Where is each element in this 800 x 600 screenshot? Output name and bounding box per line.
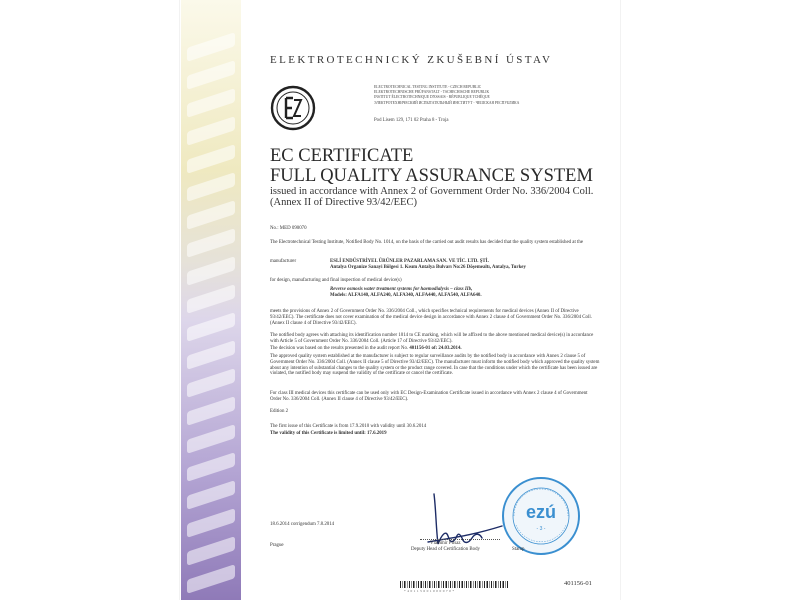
intro-paragraph: The Electrotechnical Testing Institute, Notified Body No. 1014, on the basis of the carried out audit results has decided that the quality system established at the [270,240,584,245]
first-issue-line: The first issue of this Certificate is from 17.9.2010 with validity until 30.6.2014 [270,424,427,429]
certificate-reference-number: 401156-01 [564,580,592,587]
signer-name: Vladimír Filsaz [430,541,461,546]
stamp-logo-text: ezú [525,502,557,522]
official-stamp [498,473,584,559]
institute-name-de: ELEKTROTECHNISCHE PRÜFANSTALT - TSCHECHISCHE REPUBLIK [374,90,490,95]
edition-label: Edition 2 [270,409,289,414]
barcode-text: * 4 0 1 1 5 6 0 1 0 0 0 0 7 0 * [404,589,455,593]
paragraph-notified-body: The notified body agrees with attaching its identification number 1014 to CE marking, which will be affixed to the above mentioned medical device(s) in accordance with Article 5 of Government Order No. 336/2004 Coll. (Article 17 of Directive 93/42/EEC). [270,333,594,344]
paragraph-decision [270,346,600,352]
institute-names [374,85,594,106]
certificate-number: No.: MED 090070 [270,226,307,231]
certificate-legal-basis [270,186,600,208]
device-description: Reverse osmosis water treatment systems for haemodialysis – class IIb, [330,287,473,292]
security-strip [181,0,241,600]
institute-name-fr: INSTITUT ÉLECTROTECHNIQUE D'ESSAIS - RÉPUBLIQUE TCHÈQUE [374,95,490,100]
certificate-title: EC CERTIFICATE [270,146,414,166]
manufacturer-address: Antalya Organize Sanayi Bölgesi 1. Kısım Antalya Bulvarı No:26 Döşemealtı, Antalya, Turkey [330,265,526,270]
issue-place: Prague [270,543,284,548]
scope-line: for design, manufacturing and final inspection of medical device(s) [270,278,402,283]
stamp-number: - 3 - [536,526,546,532]
institute-name-en: ELECTROTECHNICAL TESTING INSTITUTE - CZECH REPUBLIC [374,85,482,89]
paragraph-meets-provisions: meets the provisions of Annex 2 of Government Order No. 336/2004 Coll., which specifies technical requirements for medical devices (Annex II of Directive 93/42/EEC). The certificate does not cover examination of the medical device design in accordance with Annex 2 clause 4 of Government Order No. 336/2004 Coll. (Annex II clause 4 of Directive 93/42/EEC). [270,309,592,326]
issue-date: 18.6.2014 corrigendum 7.8.2014 [270,522,335,527]
legal-basis-line: issued in accordance with Annex 2 of Government Order No. 336/2004 Coll. [270,186,594,197]
decision-text: The decision was based on the results presented in the audit report No. [270,346,409,351]
directive-line: (Annex II of Directive 93/42/EEC) [270,197,417,208]
institute-name: ELEKTROTECHNICKÝ ZKUŠEBNÍ ÚSTAV [270,54,553,66]
stamp-label: Stamp [512,547,525,552]
device-models: Models: ALFA140, ALFA240, ALFA340, ALFA440, ALFA540, ALFA640. [330,293,482,298]
audit-report-number: 401156-01 of: 24.03.2014. [409,346,462,351]
ezu-logo [269,84,317,132]
signer-title: Deputy Head of Certification Body [411,547,480,552]
barcode [400,581,510,588]
signature-line [420,539,500,540]
institute-name-ru: ЭЛЕКТРОТЕХНИЧЕСКИЙ ИСПЫТАТЕЛЬНЫЙ ИНСТИТУТ - ЧЕШСКАЯ РЕСПУБЛИКА [374,100,520,105]
validity-line: The validity of this Certificate is limited until: 17.6.2019 [270,431,387,436]
manufacturer-name: ESLİ ENDÜSTRİYEL ÜRÜNLER PAZARLAMA SAN. VE TİC. LTD. ŞTİ. [330,259,489,264]
paragraph-class-three: For class III medical devices this certificate can be used only with EC Design-Examination Certificate issued in accordance with Annex 2 clause 4 of Government Order No. 336/2004 Coll. (Annex II clause 4 of Directive 93/42/EEC). [270,391,588,402]
institute-address: Pod Lisem 129, 171 02 Praha 8 - Troja [374,118,449,123]
manufacturer-label: manufacturer [270,259,297,264]
certificate-subtitle: FULL QUALITY ASSURANCE SYSTEM [270,166,593,186]
paragraph-surveillance: The approved quality system established at the manufacturer is subject to regular surveillance audits by the notified body in accordance with Annex 2 clause 5 of Government Order No. 336/2004 Coll. (Annex II clause 5 of Directive 93/42/EEC). The manufacturer must inform the notified body which approved the quality system about any intention of substantial changes to the quality system or the product range covered. In case that the conditions under which the certificate has been issued are violated, the notified body may suspend the validity of the certificate or cancel the certificate. [270,354,600,377]
